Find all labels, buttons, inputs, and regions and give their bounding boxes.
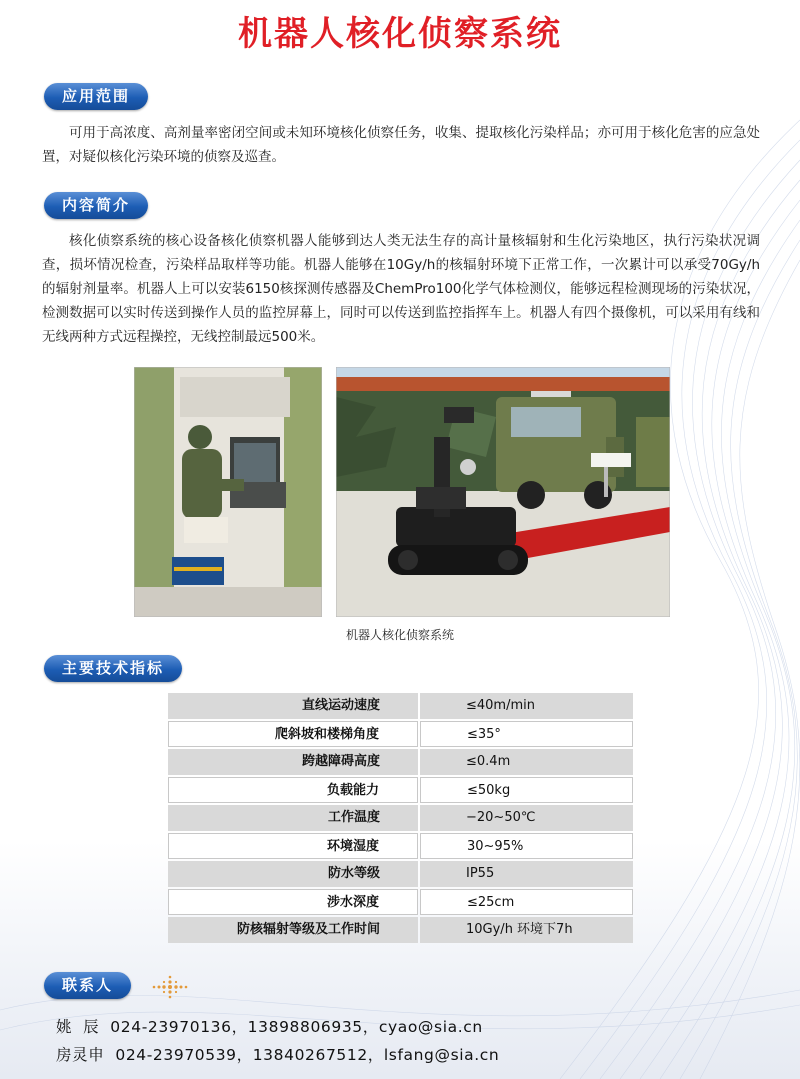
section-label-contact: 联系人: [44, 972, 131, 999]
spec-value: 10Gy/h 环境下7h: [420, 917, 633, 943]
spec-key: 环境湿度: [168, 833, 418, 859]
spec-value: ≤50kg: [420, 777, 633, 803]
page-title: 机器人核化侦察系统: [238, 14, 562, 54]
contact-line: 房灵申 024-23970539，13840267512，lsfang@sia.cn: [56, 1046, 500, 1064]
spec-row: [168, 889, 633, 915]
spec-key: 直线运动速度: [168, 693, 418, 719]
intro-paragraph: 核化侦察系统的核心设备核化侦察机器人能够到达人类无法生存的高计量核辐射和生化污染地区，执行污染状况调查，损坏情况检查，污染样品取样等功能。机器人能够在10Gy/h的核辐射环境下正常工作，一次累计可以承受70Gy/h的辐射剂量率。机器人上可以安装6150核探测传感器及ChemPro100化学气体检测仪，能够远程检测现场的污染状况，检测数据可以实时传送到操作人员的监控屏幕上，同时可以传送到监控指挥车上。机器人有四个摄像机，可以采用有线和无线两种方式远程操控，无线控制最远500米。: [42, 233, 760, 345]
spec-key: 涉水深度: [168, 889, 418, 915]
spec-row: [168, 833, 633, 859]
spec-key: 负载能力: [168, 777, 418, 803]
section-label-application: 应用范围: [44, 83, 148, 110]
spec-key: 工作温度: [168, 805, 418, 831]
spec-value: ≤25cm: [420, 889, 633, 915]
photo-robot-and-vehicles: [336, 367, 670, 617]
spec-value: ≤35°: [420, 721, 633, 747]
spec-row: [168, 805, 633, 831]
spec-key: 爬斜坡和楼梯角度: [168, 721, 418, 747]
contact-line: 姚 辰 024-23970136，13898806935，cyao@sia.cn: [56, 1018, 483, 1036]
spec-row: [168, 721, 633, 747]
spec-value: 30~95%: [420, 833, 633, 859]
spec-value: −20~50℃: [420, 805, 633, 831]
spec-row: [168, 777, 633, 803]
spec-key: 防核辐射等级及工作时间: [168, 917, 418, 943]
spec-table: [168, 693, 633, 945]
section-label-intro: 内容简介: [44, 192, 148, 219]
spec-key: 防水等级: [168, 861, 418, 887]
spec-value: IP55: [420, 861, 633, 887]
application-paragraph: 可用于高浓度、高剂量率密闭空间或未知环境核化侦察任务，收集、提取核化污染样品；亦可用于核化危害的应急处置，对疑似核化污染环境的侦察及巡查。: [42, 125, 760, 165]
dot-pattern-decoration: [150, 972, 190, 1002]
spec-row: [168, 861, 633, 887]
spec-key: 跨越障碍高度: [168, 749, 418, 775]
photo-operator-in-vehicle: [134, 367, 322, 617]
spec-row: [168, 917, 633, 943]
spec-row: [168, 749, 633, 775]
figure-caption: 机器人核化侦察系统: [345, 628, 454, 642]
spec-value: ≤0.4m: [420, 749, 633, 775]
spec-row: [168, 693, 633, 719]
section-label-specs: 主要技术指标: [44, 655, 182, 682]
spec-value: ≤40m/min: [420, 693, 633, 719]
